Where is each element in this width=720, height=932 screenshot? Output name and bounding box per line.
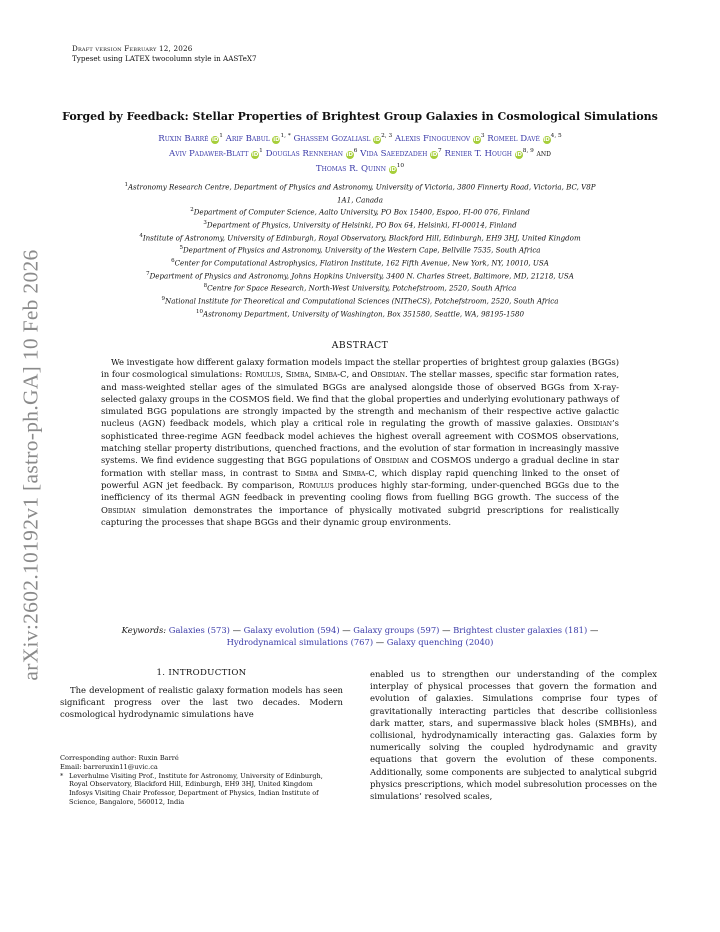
sim-name: Obsidian: [101, 504, 136, 515]
author-name[interactable]: Romeel Davé: [487, 133, 540, 144]
sim-name: Simba-C: [342, 467, 375, 478]
section-heading-introduction: 1. INTRODUCTION: [156, 668, 247, 678]
affiliation-line: [58, 231, 662, 244]
orcid-icon[interactable]: iD: [273, 136, 280, 143]
author-name[interactable]: Ruxin Barré: [158, 133, 209, 144]
sim-name: Obsidian: [370, 369, 405, 380]
author-affil-sup: 7: [438, 147, 442, 154]
sim-name: Obsidian: [374, 455, 409, 466]
orcid-icon[interactable]: iD: [373, 136, 381, 143]
author-name[interactable]: Arif Babul: [225, 133, 270, 144]
footnotes: [60, 754, 343, 807]
affiliation-number: 1: [124, 182, 128, 188]
arxiv-stamp: [11, 235, 51, 695]
affiliation-number: 4: [139, 232, 143, 239]
affiliation-line: [58, 205, 662, 218]
keyword-separator: —: [339, 625, 354, 635]
footnote-leverhulme: [60, 772, 343, 790]
footnote-infosys: Infosys Visiting Chair Professor, Department of Physics, Indian Institute of Science, Bangalore, 560012, India: [69, 789, 319, 806]
abstract-text: ,: [280, 369, 286, 380]
author-affil-sup: 2, 3: [381, 133, 393, 139]
affiliation-list: [58, 180, 662, 319]
author-affil-sup: 1: [259, 147, 263, 154]
keyword-link[interactable]: Brightest cluster galaxies (181): [453, 625, 588, 635]
affiliation-text: Department of Physics and Astronomy, University of the Western Cape, Bellville 7535, South Africa: [182, 245, 541, 255]
intro-left-column: The development of realistic galaxy formation models has seen significant progress over the last two decades. Modern cosmological hydrodynamic simulations have: [60, 685, 343, 720]
author-name[interactable]: Thomas R. Quinn: [315, 163, 386, 174]
abstract-text: ’s sophisticated three-regime AGN feedback model achieves the highest overall agreement with COSMOS observations, matching stellar property distributions, quenched fractions, and the evolution of star formation in increasingly massive systems. We find evidence suggesting that BGG populations of: [101, 418, 619, 466]
affiliation-number: 8: [203, 283, 208, 290]
abstract-text: . The stellar masses, specific star formation rates, and mass-weighted stellar ages of the simulated BGGs are analysed alongside those of observed BGGs from X-ray-selected galaxy groups in the COSMOS field. We find that the global properties and underlying evolutionary pathways of simulated BGG populations are strongly impacted by the strength and mechanism of their respective active galactic nucleus (AGN) feedback models, which play a critical role in regulating the growth of massive galaxies.: [101, 369, 619, 429]
affiliation-line: [58, 269, 662, 282]
author-name[interactable]: Alexis Finoguenov: [394, 133, 471, 144]
affiliation-number: 5: [179, 245, 183, 252]
affiliation-line: [58, 281, 662, 294]
affiliation-line: [58, 307, 662, 320]
affiliation-text: 1A1, Canada: [337, 195, 383, 205]
abstract-text: , and: [346, 369, 371, 380]
abstract-text: and COSMOS undergo a gradual decline in star formation with stellar mass, in contrast to: [101, 455, 619, 478]
affiliation-text: Center for Computational Astrophysics, Flatiron Institute, 162 Fifth Avenue, New York, NY, 10010, USA: [174, 258, 549, 268]
orcid-icon[interactable]: iD: [515, 151, 522, 158]
affiliation-text: National Institute for Theoretical and Computational Sciences (NITheCS), Potchefstroom, 2520, South Africa: [165, 296, 559, 306]
author-name[interactable]: Aviv Padawer-Blatt: [169, 148, 249, 159]
author-name[interactable]: Renier T. Hough: [444, 148, 513, 159]
affiliation-number: 2: [190, 207, 194, 214]
author-name[interactable]: Ghassem Gozaliasl: [293, 133, 371, 144]
author-name[interactable]: Vida Saeedzadeh: [360, 148, 428, 159]
affiliation-text: Astronomy Department, University of Washington, Box 351580, Seattle, WA, 98195-1580: [202, 308, 524, 318]
affiliation-number: 10: [195, 308, 203, 315]
footnote-text: Leverhulme Visiting Prof., Institute for Astronomy, University of Edinburgh, Royal Observatory, Blackford Hill, Edinburgh, EH9 3HJ, United Kingdom: [69, 771, 323, 789]
affiliation-number: 9: [161, 295, 165, 302]
author-affil-sup: 8, 9: [522, 147, 534, 154]
sim-name: Simba: [285, 369, 309, 380]
orcid-icon[interactable]: iD: [211, 136, 219, 143]
affiliation-line: [58, 256, 662, 269]
draft-version-line: Draft version February 12, 2026: [72, 44, 193, 53]
intro-right-column: enabled us to strengthen our understanding of the complex interplay of physical processes that govern the formation and evolution of galaxies. Simulations comprise four types of gravitationally interacting particles that describe collisionless dark matter, stars, and supermassive black holes (SMBHs), and collisional, hydrodynamically interacting gas. Galaxies form by numerically solving the coupled hydrodynamic and gravity equations that govern the evolution of these components. Additionally, some components are subjected to analytical subgrid physics prescriptions, which model subresolution processes on the simulations’ resolved scales,: [370, 669, 657, 802]
affiliation-text: Centre for Space Research, North-West University, Potchefstroom, 2520, South Africa: [207, 283, 517, 293]
keyword-separator: —: [439, 625, 454, 635]
author-affil-sup: 3: [480, 133, 485, 139]
affiliation-line: [58, 218, 662, 231]
affiliation-line: [58, 294, 662, 307]
abstract-body: [101, 356, 619, 528]
orcid-icon[interactable]: iD: [430, 151, 438, 158]
keyword-link[interactable]: Galaxy quenching (2040): [386, 637, 494, 647]
keyword-link[interactable]: Galaxies (573): [168, 625, 230, 635]
abstract-heading: ABSTRACT: [331, 340, 389, 351]
authors-and: and: [536, 148, 551, 159]
typeset-line: Typeset using LATEX twocolumn style in AASTeX7: [72, 53, 257, 63]
keyword-link[interactable]: Galaxy evolution (594): [243, 625, 340, 635]
sim-name: Simba-C: [314, 369, 347, 380]
affiliation-number: 6: [171, 257, 175, 264]
abstract-text: ,: [308, 369, 315, 380]
orcid-icon[interactable]: iD: [389, 166, 396, 173]
orcid-icon[interactable]: iD: [346, 151, 353, 158]
abstract-text: , which display rapid quenching linked to the onset of powerful AGN jet feedback. By comparison,: [101, 467, 619, 490]
abstract-text: produces highly star-forming, under-quenched BGGs due to the inefficiency of its thermal AGN feedback in preventing cooling flows from fuelling BGG growth. The success of the: [101, 479, 620, 503]
orcid-icon[interactable]: iD: [473, 136, 481, 143]
abstract-text: We investigate how different galaxy formation models impact the stellar properties of brightest group galaxies (BGGs) in four cosmological simulations:: [101, 357, 619, 380]
affiliation-text: Department of Physics, University of Helsinki, PO Box 64, Helsinki, FI-00014, Finland: [206, 220, 517, 230]
affiliation-text: Department of Computer Science, Aalto University, PO Box 15400, Espoo, FI-00 076, Finland: [193, 207, 530, 217]
author-list: [70, 130, 650, 175]
author-email: Email: barreruxin11@uvic.ca: [60, 762, 158, 771]
keyword-link[interactable]: Hydrodynamical simulations (767): [226, 637, 374, 647]
sim-name: Simba: [294, 467, 318, 478]
affiliation-number: 3: [203, 219, 207, 226]
arxiv-stamp-text: arXiv:2602.10192v1 [astro-ph.GA] 10 Feb 2026: [18, 249, 43, 681]
orcid-icon[interactable]: iD: [543, 136, 550, 143]
corresponding-author: Corresponding author: Ruxin Barré: [60, 754, 179, 762]
affiliation-line: [58, 180, 662, 193]
author-affil-sup: 10: [396, 162, 405, 169]
draft-header: [72, 44, 257, 63]
keywords-label: Keywords:: [121, 625, 167, 635]
affiliation-text: Institute of Astronomy, University of Edinburgh, Royal Observatory, Blackford Hill, Edinburgh, EH9 3HJ, United Kingdom: [142, 232, 581, 242]
keyword-separator: —: [229, 625, 244, 635]
sim-name: Obsidian: [577, 418, 612, 429]
paper-title: Forged by Feedback: Stellar Properties of Brightest Group Galaxies in Cosmological Simulations: [62, 110, 658, 123]
affiliation-line: [58, 193, 662, 206]
affiliation-text: Department of Physics and Astronomy, Johns Hopkins University, 3400 N. Charles Street, Baltimore, MD, 21218, USA: [149, 270, 574, 280]
footnote-marker: *: [60, 771, 64, 780]
sim-name: Romulus: [245, 369, 281, 380]
abstract-text: simulation demonstrates the importance of physically motivated subgrid prescriptions for realistically capturing the processes that shape BGGs and their dynamic group environments.: [101, 504, 619, 527]
orcid-icon[interactable]: iD: [251, 151, 259, 158]
author-affil-sup: 1: [219, 133, 223, 139]
sim-name: Romulus: [298, 479, 334, 490]
affiliation-line: [58, 243, 662, 256]
author-affil-sup: 6: [353, 147, 358, 154]
keyword-link[interactable]: Galaxy groups (597): [353, 625, 440, 635]
keyword-separator: —: [373, 637, 387, 647]
author-affil-sup: 4, 5: [550, 133, 562, 139]
keyword-separator: —: [587, 625, 599, 635]
affiliation-number: 7: [146, 270, 150, 277]
affiliation-text: Astronomy Research Centre, Department of Physics and Astronomy, University of Victoria, 3800 Finnerty Road, Victoria, BC, V8P: [127, 182, 596, 192]
author-name[interactable]: Douglas Rennehan: [265, 148, 343, 159]
author-affil-sup: 1, *: [280, 133, 291, 139]
abstract-text: and: [317, 467, 343, 478]
keywords: [100, 624, 620, 648]
